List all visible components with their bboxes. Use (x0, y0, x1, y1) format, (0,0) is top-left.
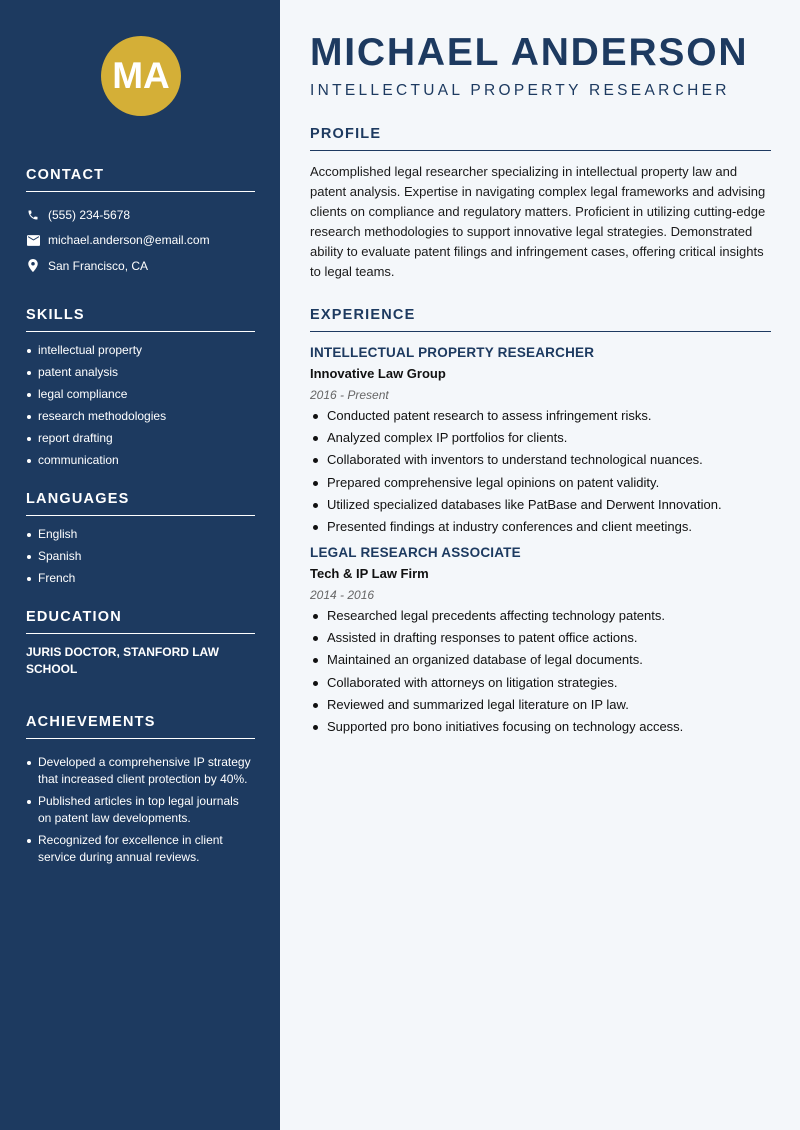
profile-text: Accomplished legal researcher specializing in intellectual property law and patent analysis. Expertise in navigating complex legal frameworks and advising clients on compliance and regulatory matters. Proficient in utilizing cutting-edge research methodologies to support innovative legal strategies. Demonstrated ability to evaluate patent filings and infringement cases, offering critical insights to legal teams. (310, 164, 766, 279)
list-item: Conducted patent research to assess infringement risks. (310, 408, 771, 424)
candidate-title: INTELLECTUAL PROPERTY RESEARCHER (310, 82, 730, 99)
education-section (26, 609, 255, 678)
list-item: Recognized for excellence in client service during annual reviews. (26, 832, 255, 866)
list-item: Developed a comprehensive IP strategy that increased client protection by 40%. (26, 754, 255, 788)
list-item: Assisted in drafting responses to patent office actions. (310, 630, 771, 646)
location-pin-icon (26, 259, 40, 273)
job-title: LEGAL RESEARCH ASSOCIATE (310, 544, 521, 560)
avatar (101, 36, 181, 116)
candidate-name: MICHAEL ANDERSON (310, 31, 749, 74)
phone-text: (555) 234-5678 (48, 207, 131, 222)
contact-section (26, 167, 255, 279)
experience-section (310, 307, 771, 735)
contact-heading: CONTACT (26, 167, 255, 192)
list-item: report drafting (26, 430, 255, 447)
company-name: Tech & IP Law Firm (310, 565, 429, 581)
experience-heading: EXPERIENCE (310, 307, 771, 332)
main-content (280, 0, 800, 1130)
list-item: research methodologies (26, 408, 255, 425)
contact-list (26, 202, 255, 279)
location-text: San Francisco, CA (48, 258, 149, 273)
list-item: English (26, 526, 255, 543)
list-item: French (26, 570, 255, 587)
contact-phone (26, 202, 255, 228)
job-bullets (310, 408, 771, 535)
list-item: legal compliance (26, 386, 255, 403)
contact-location (26, 253, 255, 279)
languages-heading: LANGUAGES (26, 491, 255, 516)
list-item: Collaborated with attorneys on litigation strategies. (310, 675, 771, 691)
list-item: Researched legal precedents affecting technology patents. (310, 608, 771, 624)
list-item: Collaborated with inventors to understand technological nuances. (310, 452, 771, 468)
languages-list (26, 526, 255, 587)
list-item: Utilized specialized databases like PatBase and Derwent Innovation. (310, 497, 771, 513)
sidebar (0, 0, 280, 1130)
languages-section (26, 491, 255, 587)
achievements-list (26, 754, 255, 866)
list-item: Prepared comprehensive legal opinions on patent validity. (310, 475, 771, 491)
job-entry (310, 545, 771, 735)
job-dates: 2016 - Present (310, 388, 389, 402)
list-item: intellectual property (26, 342, 255, 359)
achievements-section (26, 714, 255, 866)
company-name: Innovative Law Group (310, 366, 446, 381)
job-entry (310, 345, 771, 535)
skills-section (26, 307, 255, 469)
email-text: michael.anderson@email.com (48, 233, 210, 248)
profile-heading: PROFILE (310, 126, 771, 151)
list-item: Maintained an organized database of legal documents. (310, 652, 771, 668)
skills-heading: SKILLS (26, 307, 255, 332)
list-item: Presented findings at industry conferences and client meetings. (310, 519, 771, 535)
phone-icon (26, 208, 40, 222)
list-item: Analyzed complex IP portfolios for clients. (310, 430, 771, 446)
achievements-heading: ACHIEVEMENTS (26, 714, 255, 739)
list-item: patent analysis (26, 364, 255, 381)
education-heading: EDUCATION (26, 609, 255, 634)
skills-list (26, 342, 255, 469)
job-dates: 2014 - 2016 (310, 587, 375, 602)
profile-section (310, 126, 771, 282)
education-degree: JURIS DOCTOR, STANFORD LAW SCHOOL (26, 644, 219, 676)
list-item: Spanish (26, 548, 255, 565)
mail-icon (26, 233, 40, 247)
list-item: Supported pro bono initiatives focusing on technology access. (310, 719, 771, 735)
job-title: INTELLECTUAL PROPERTY RESEARCHER (310, 345, 595, 360)
list-item: Published articles in top legal journals on patent law developments. (26, 793, 255, 827)
contact-email (26, 228, 255, 254)
list-item: communication (26, 452, 255, 469)
job-bullets (310, 608, 771, 735)
avatar-initials: MA (112, 55, 170, 96)
list-item: Reviewed and summarized legal literature on IP law. (310, 697, 771, 713)
